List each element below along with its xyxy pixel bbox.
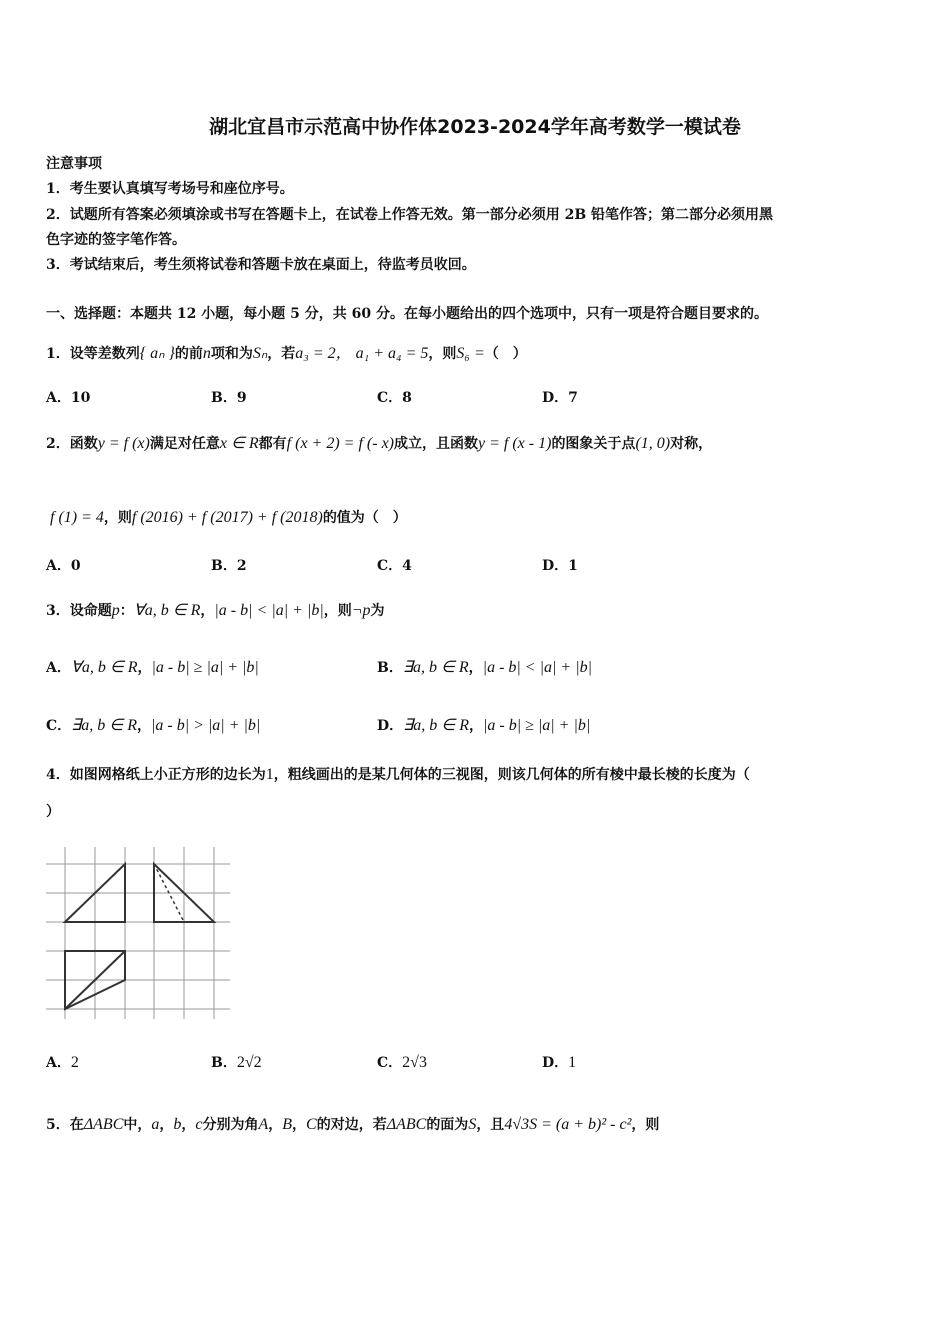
q4-option-c[interactable]: C．2√3 <box>377 1054 427 1071</box>
q2-option-a[interactable]: A．0 <box>46 558 81 574</box>
notice-item-1: 1．考生要认真填写考场号和座位序号。 <box>46 181 294 197</box>
q1-option-c[interactable]: C．8 <box>377 390 412 406</box>
question-5: 5．在ΔABC中，a，b，c分别为角A，B，C的对边，若ΔABC的面为S，且4√3S = (a + b)² - c²，则 <box>46 1116 660 1133</box>
question-1 <box>46 340 527 363</box>
notice-item-2: 2．试题所有答案必须填涂或书写在答题卡上，在试卷上作答无效。第一部分必须用 2B 铅笔作答；第二部分必须用黑 <box>46 207 774 223</box>
q3-option-d[interactable]: D．∃a, b ∈ R，|a - b| ≥ |a| + |b| <box>377 717 591 734</box>
notice-item-3: 3．考试结束后，考生须将试卷和答题卡放在桌面上，待监考员收回。 <box>46 257 476 273</box>
section-header: 一、选择题：本题共 12 小题，每小题 5 分，共 60 分。在每小题给出的四个选项中，只有一项是符合题目要求的。 <box>46 306 768 322</box>
q1-sequence: { aₙ } <box>139 345 175 362</box>
q2-func-4: f (1) = 4 <box>50 509 104 526</box>
q1-option-d[interactable]: D．7 <box>542 390 578 406</box>
notice-item-2-cont: 色字迹的签字笔作答。 <box>46 232 186 248</box>
question-4-cont: ） <box>46 804 60 820</box>
q1-text: 的前 <box>174 346 203 362</box>
q4-option-b[interactable]: B．2√2 <box>211 1054 262 1071</box>
q2-func-1: y = f (x) <box>97 435 150 452</box>
q2-option-c[interactable]: C．4 <box>377 558 412 574</box>
q4-option-d[interactable]: D．1 <box>542 1054 577 1071</box>
q3-negation: ¬p <box>351 602 371 619</box>
question-3: 3．设命题p：∀a, b ∈ R，|a - b| < |a| + |b|，则¬p为 <box>46 602 385 619</box>
q2-func-5: f (2016) + f (2017) + f (2018) <box>131 509 323 526</box>
notice-heading: 注意事项 <box>46 156 102 172</box>
question-4: 4．如图网格纸上小正方形的边长为1，粗线画出的是某几何体的三视图，则该几何体的所有棱中最长棱的长度为（ <box>46 766 750 783</box>
q3-inequality: |a - b| < |a| + |b| <box>214 602 324 619</box>
q1-n: n <box>202 345 211 362</box>
q3-quantifier: ∀a, b ∈ R <box>133 602 201 619</box>
q1-blank: （ ） <box>484 346 527 362</box>
q5-equation: 4√3S = (a + b)² - c² <box>504 1116 632 1133</box>
q1-text: ，若 <box>267 346 296 362</box>
q1-text: ，则 <box>428 346 457 362</box>
question-2-cont: f (1) = 4，则f (2016) + f (2017) + f (2018)的值为（ ） <box>50 509 407 526</box>
q1-s6: S₆ = <box>456 345 485 362</box>
q4-option-a[interactable]: A．2 <box>46 1054 79 1071</box>
q3-option-a[interactable]: A．∀a, b ∈ R，|a - b| ≥ |a| + |b| <box>46 659 259 676</box>
page-title: 湖北宜昌市示范高中协作体2023-2024学年高考数学一模试卷 <box>209 116 741 138</box>
q2-point: (1, 0) <box>635 435 671 452</box>
q1-option-b[interactable]: B．9 <box>211 390 247 406</box>
q1-sum: Sₙ <box>252 345 268 362</box>
q3-option-b[interactable]: B．∃a, b ∈ R，|a - b| < |a| + |b| <box>377 659 592 676</box>
q5-triangle: ΔABC <box>83 1116 124 1133</box>
q2-option-b[interactable]: B．2 <box>211 558 247 574</box>
three-view-figure <box>46 847 230 1019</box>
grid-lines <box>46 847 230 1019</box>
q2-domain: x ∈ R <box>219 435 259 452</box>
q4-side-length: 1 <box>265 766 274 783</box>
q1-option-a[interactable]: A．10 <box>46 390 91 406</box>
q1-text: 1．设等差数列 <box>46 346 140 362</box>
q1-condition: a₃ = 2， a₁ + a₄ = 5 <box>295 345 429 362</box>
q3-option-c[interactable]: C．∃a, b ∈ R，|a - b| > |a| + |b| <box>46 717 261 734</box>
q2-func-2: f (x + 2) = f (- x) <box>286 435 394 452</box>
question-2: 2．函数y = f (x)满足对任意x ∈ R都有f (x + 2) = f (- x)成立，且函数y = f (x - 1)的图象关于点(1, 0)对称， <box>46 435 713 452</box>
q3-proposition: p <box>111 602 120 619</box>
q2-option-d[interactable]: D．1 <box>542 558 578 574</box>
q1-text: 项和为 <box>210 346 253 362</box>
q2-func-3: y = f (x - 1) <box>478 435 552 452</box>
